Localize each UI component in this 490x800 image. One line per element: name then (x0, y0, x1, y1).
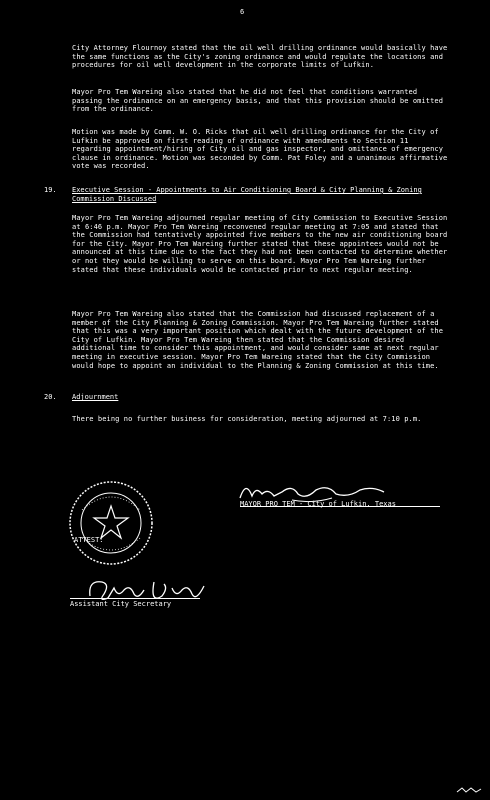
paragraph-city-attorney: City Attorney Flournoy stated that the oil well drilling ordinance would basically have the same functions as the City's zoning ordinance and would regulate the locations and procedures for oil well development in the corporate limits of Lufkin. (72, 44, 448, 70)
attest-label: ATTEST: (74, 536, 104, 544)
page-number: 6 (240, 8, 245, 16)
paragraph-mayor-emergency: Mayor Pro Tem Wareing also stated that he did not feel that conditions warranted passing the ordinance on an emergency basis, and that this provision should be omitted from the ordinance. (72, 88, 444, 114)
paragraph-motion: Motion was made by Comm. W. O. Ricks that oil well drilling ordinance for the City of Lufkin be approved on first reading of ordinance with amendments to Section 11 regarding appointment/hiring of City oil and gas inspector, and omittance of emergency clause in ordinance. Motion was seconded by Comm. Pat Foley and a unanimous affirmative vote was recorded. (72, 128, 448, 171)
item-20-heading-text: Adjournment (72, 393, 119, 401)
item-19-number: 19. (44, 186, 57, 194)
secretary-signature-line (70, 598, 200, 599)
city-seal-icon (68, 480, 154, 566)
paragraph-adjournment: There being no further business for consideration, meeting adjourned at 7:10 p.m. (72, 415, 422, 423)
corner-mark-icon (456, 786, 482, 794)
paragraph-planning-zoning: Mayor Pro Tem Wareing also stated that the Commission had discussed replacement of a member of the City Planning & Zoning Commission. Mayor Pro Tem Wareing further stated that this was a very important position which dealt with the future development of the City of Lufkin. Mayor Pro Tem Wareing then stated that the Commission desired additional time to consider this appointment, and would consider same at next regular meeting in executive session. Mayor Pro Tem Wareing stated that the City Commission would hope to appoint an individual to the Planning & Zoning Commission at this time. (72, 310, 444, 370)
paragraph-executive-session: Mayor Pro Tem Wareing adjourned regular meeting of City Commission to Executive Session at 6:46 p.m. Mayor Pro Tem Wareing reconvened regular meeting at 7:05 and stated that the Commission had tentatively appointed five members to the new air conditioning board for the City. Mayor Pro Tem Wareing further stated that these appointees would not be announced at this time due to the fact they had not been contacted to determine whether or not they would be willing to serve on this board. Mayor Pro Tem Wareing further stated that these individuals would be contacted prior to next regular meeting. (72, 214, 448, 274)
item-20-heading (72, 393, 452, 402)
item-19-heading (72, 186, 452, 203)
mayor-label: MAYOR PRO TEM - City of Lufkin, Texas (240, 500, 396, 508)
secretary-label: Assistant City Secretary (70, 600, 172, 608)
item-20-number: 20. (44, 393, 57, 401)
item-19-heading-text: Executive Session - Appointments to Air Conditioning Board & City Planning & Zoning Commission Discussed (72, 186, 422, 203)
